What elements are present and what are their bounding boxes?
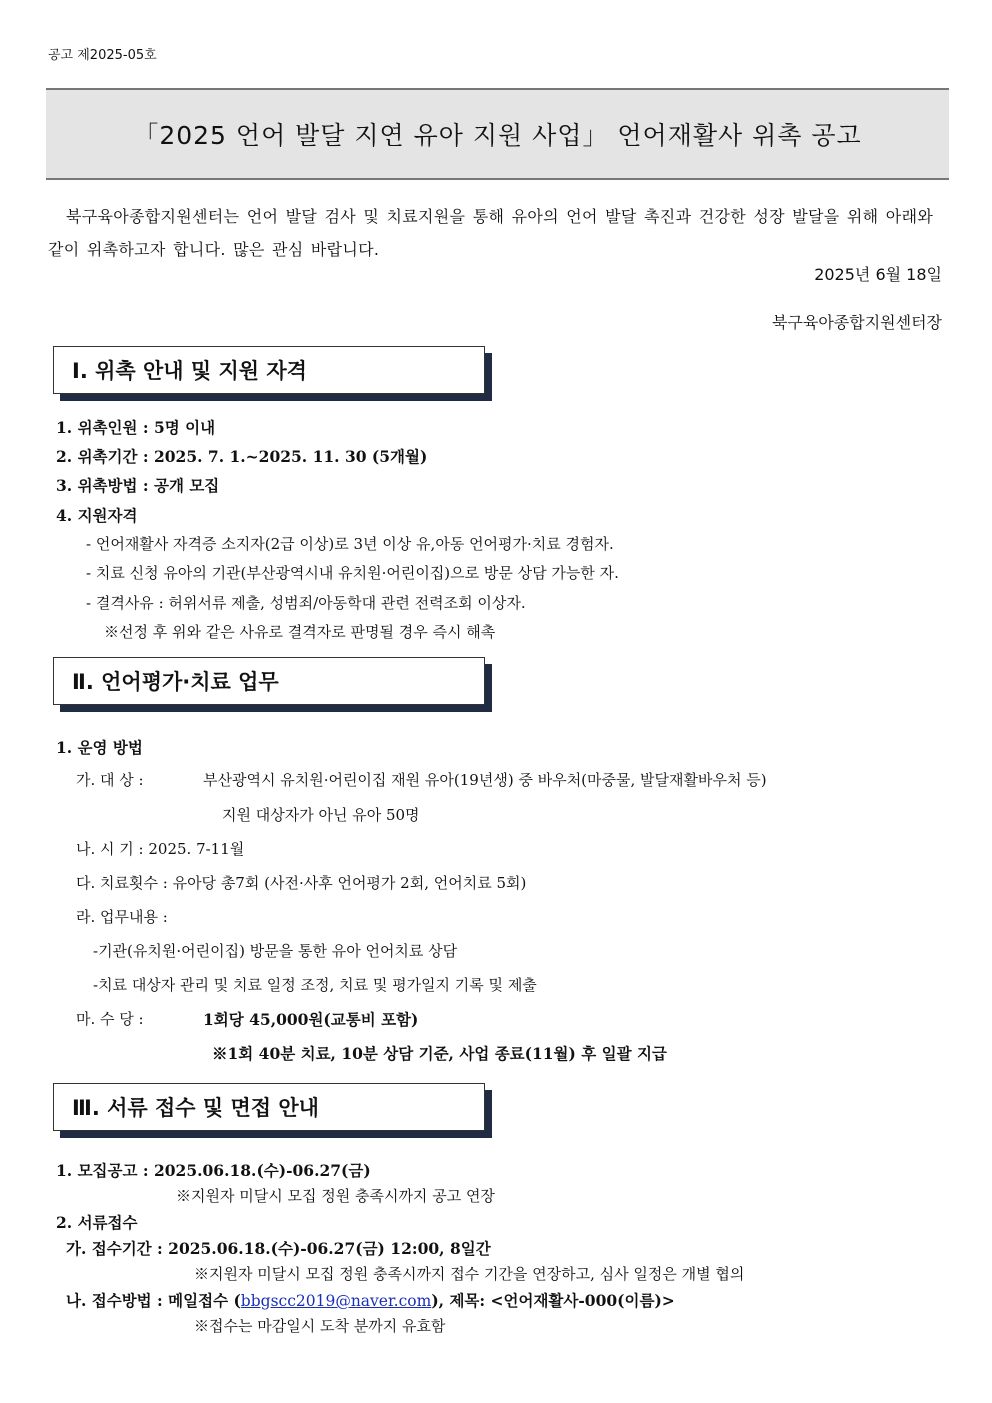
disqualification-note: ※선정 후 위와 같은 사유로 결격자로 판명될 경우 즉시 해촉 <box>104 623 496 641</box>
section-1-header <box>53 346 485 394</box>
duty-1: -기관(유치원·어린이집) 방문을 통한 유아 언어치료 상담 <box>93 942 458 960</box>
title-box <box>46 88 949 180</box>
sessions-line: 다. 치료횟수 : 유아당 총7회 (사전·사후 언어평가 2회, 언어치료 5회) <box>76 874 527 892</box>
pay-amount: 1회당 45,000원(교통비 포함) <box>203 1010 419 1029</box>
item-period: 2. 위촉기간 : 2025. 7. 1.~2025. 11. 30 (5개월) <box>56 447 428 466</box>
duty-2: -치료 대상자 관리 및 치료 일정 조정, 치료 및 평가일지 기록 및 제출 <box>93 976 537 994</box>
qualification-1: - 언어재활사 자격증 소지자(2급 이상)로 3년 이상 유,아동 언어평가·치료 경험자. <box>86 535 614 553</box>
target-label: 가. 대 상 : <box>76 771 144 789</box>
pay-label: 마. 수 당 : <box>76 1010 144 1028</box>
recruit-note: ※지원자 미달시 모집 정원 충족시까지 공고 연장 <box>176 1187 495 1205</box>
section-2-title: Ⅱ. 언어평가·치료 업무 <box>72 670 279 694</box>
pay-note: ※1회 40분 치료, 10분 상담 기준, 사업 종료(11월) 후 일괄 지급 <box>212 1044 667 1063</box>
target-line-2: 지원 대상자가 아닌 유아 50명 <box>222 806 420 824</box>
docs-heading: 2. 서류접수 <box>56 1213 138 1232</box>
qualification-3: - 결격사유 : 허위서류 제출, 성범죄/아동학대 관련 전력조회 이상자. <box>86 594 526 612</box>
qualification-2: - 치료 신청 유아의 기관(부산광역시내 유치원·어린이집)으로 방문 상담 가능한 자. <box>86 564 619 582</box>
target-line-1: 부산광역시 유치원·어린이집 재원 유아(19년생) 중 바우처(마중물, 발달재활바우처 등) <box>203 771 767 789</box>
submission-method-note: ※접수는 마감일시 도착 분까지 유효함 <box>194 1317 446 1335</box>
email-link[interactable]: bbgscc2019@naver.com <box>240 1292 432 1310</box>
section-3-header <box>53 1083 485 1131</box>
operation-heading: 1. 운영 방법 <box>56 738 143 757</box>
section-1-title: Ⅰ. 위촉 안내 및 지원 자격 <box>72 359 307 383</box>
recruit-line: 1. 모집공고 : 2025.06.18.(수)-06.27(금) <box>56 1161 371 1180</box>
section-3-title: Ⅲ. 서류 접수 및 면접 안내 <box>72 1096 319 1120</box>
item-qualification-heading: 4. 지원자격 <box>56 506 138 525</box>
document-title: 「2025 언어 발달 지연 유아 지원 사업」 언어재활사 위촉 공고 <box>133 121 862 150</box>
duties-label: 라. 업무내용 : <box>76 908 168 926</box>
item-headcount: 1. 위촉인원 : 5명 이내 <box>56 418 216 437</box>
signer: 북구육아종합지원센터장 <box>771 313 942 332</box>
submission-method <box>66 1289 675 1311</box>
period-line: 나. 시 기 : 2025. 7-11월 <box>76 840 245 858</box>
submission-method-label: 나. 접수방법 : 메일접수 ( <box>66 1291 241 1310</box>
notice-number: 공고 제2025-05호 <box>48 48 157 63</box>
submission-period-note: ※지원자 미달시 모집 정원 충족시까지 접수 기간을 연장하고, 심사 일정은 개별 협의 <box>194 1265 745 1283</box>
notice-date: 2025년 6월 18일 <box>814 265 942 284</box>
section-2-header <box>53 657 485 705</box>
submission-method-tail: ), 제목: <언어재활사-000(이름)> <box>431 1291 675 1310</box>
intro-paragraph: 북구육아종합지원센터는 언어 발달 검사 및 치료지원을 통해 유아의 언어 발달 촉진과 건강한 성장 발달을 위해 아래와 같이 위촉하고자 합니다. 많은 관심 바랍니다. <box>48 207 934 259</box>
submission-period: 가. 접수기간 : 2025.06.18.(수)-06.27(금) 12:00, 8일간 <box>66 1239 491 1258</box>
item-method: 3. 위촉방법 : 공개 모집 <box>56 476 220 495</box>
